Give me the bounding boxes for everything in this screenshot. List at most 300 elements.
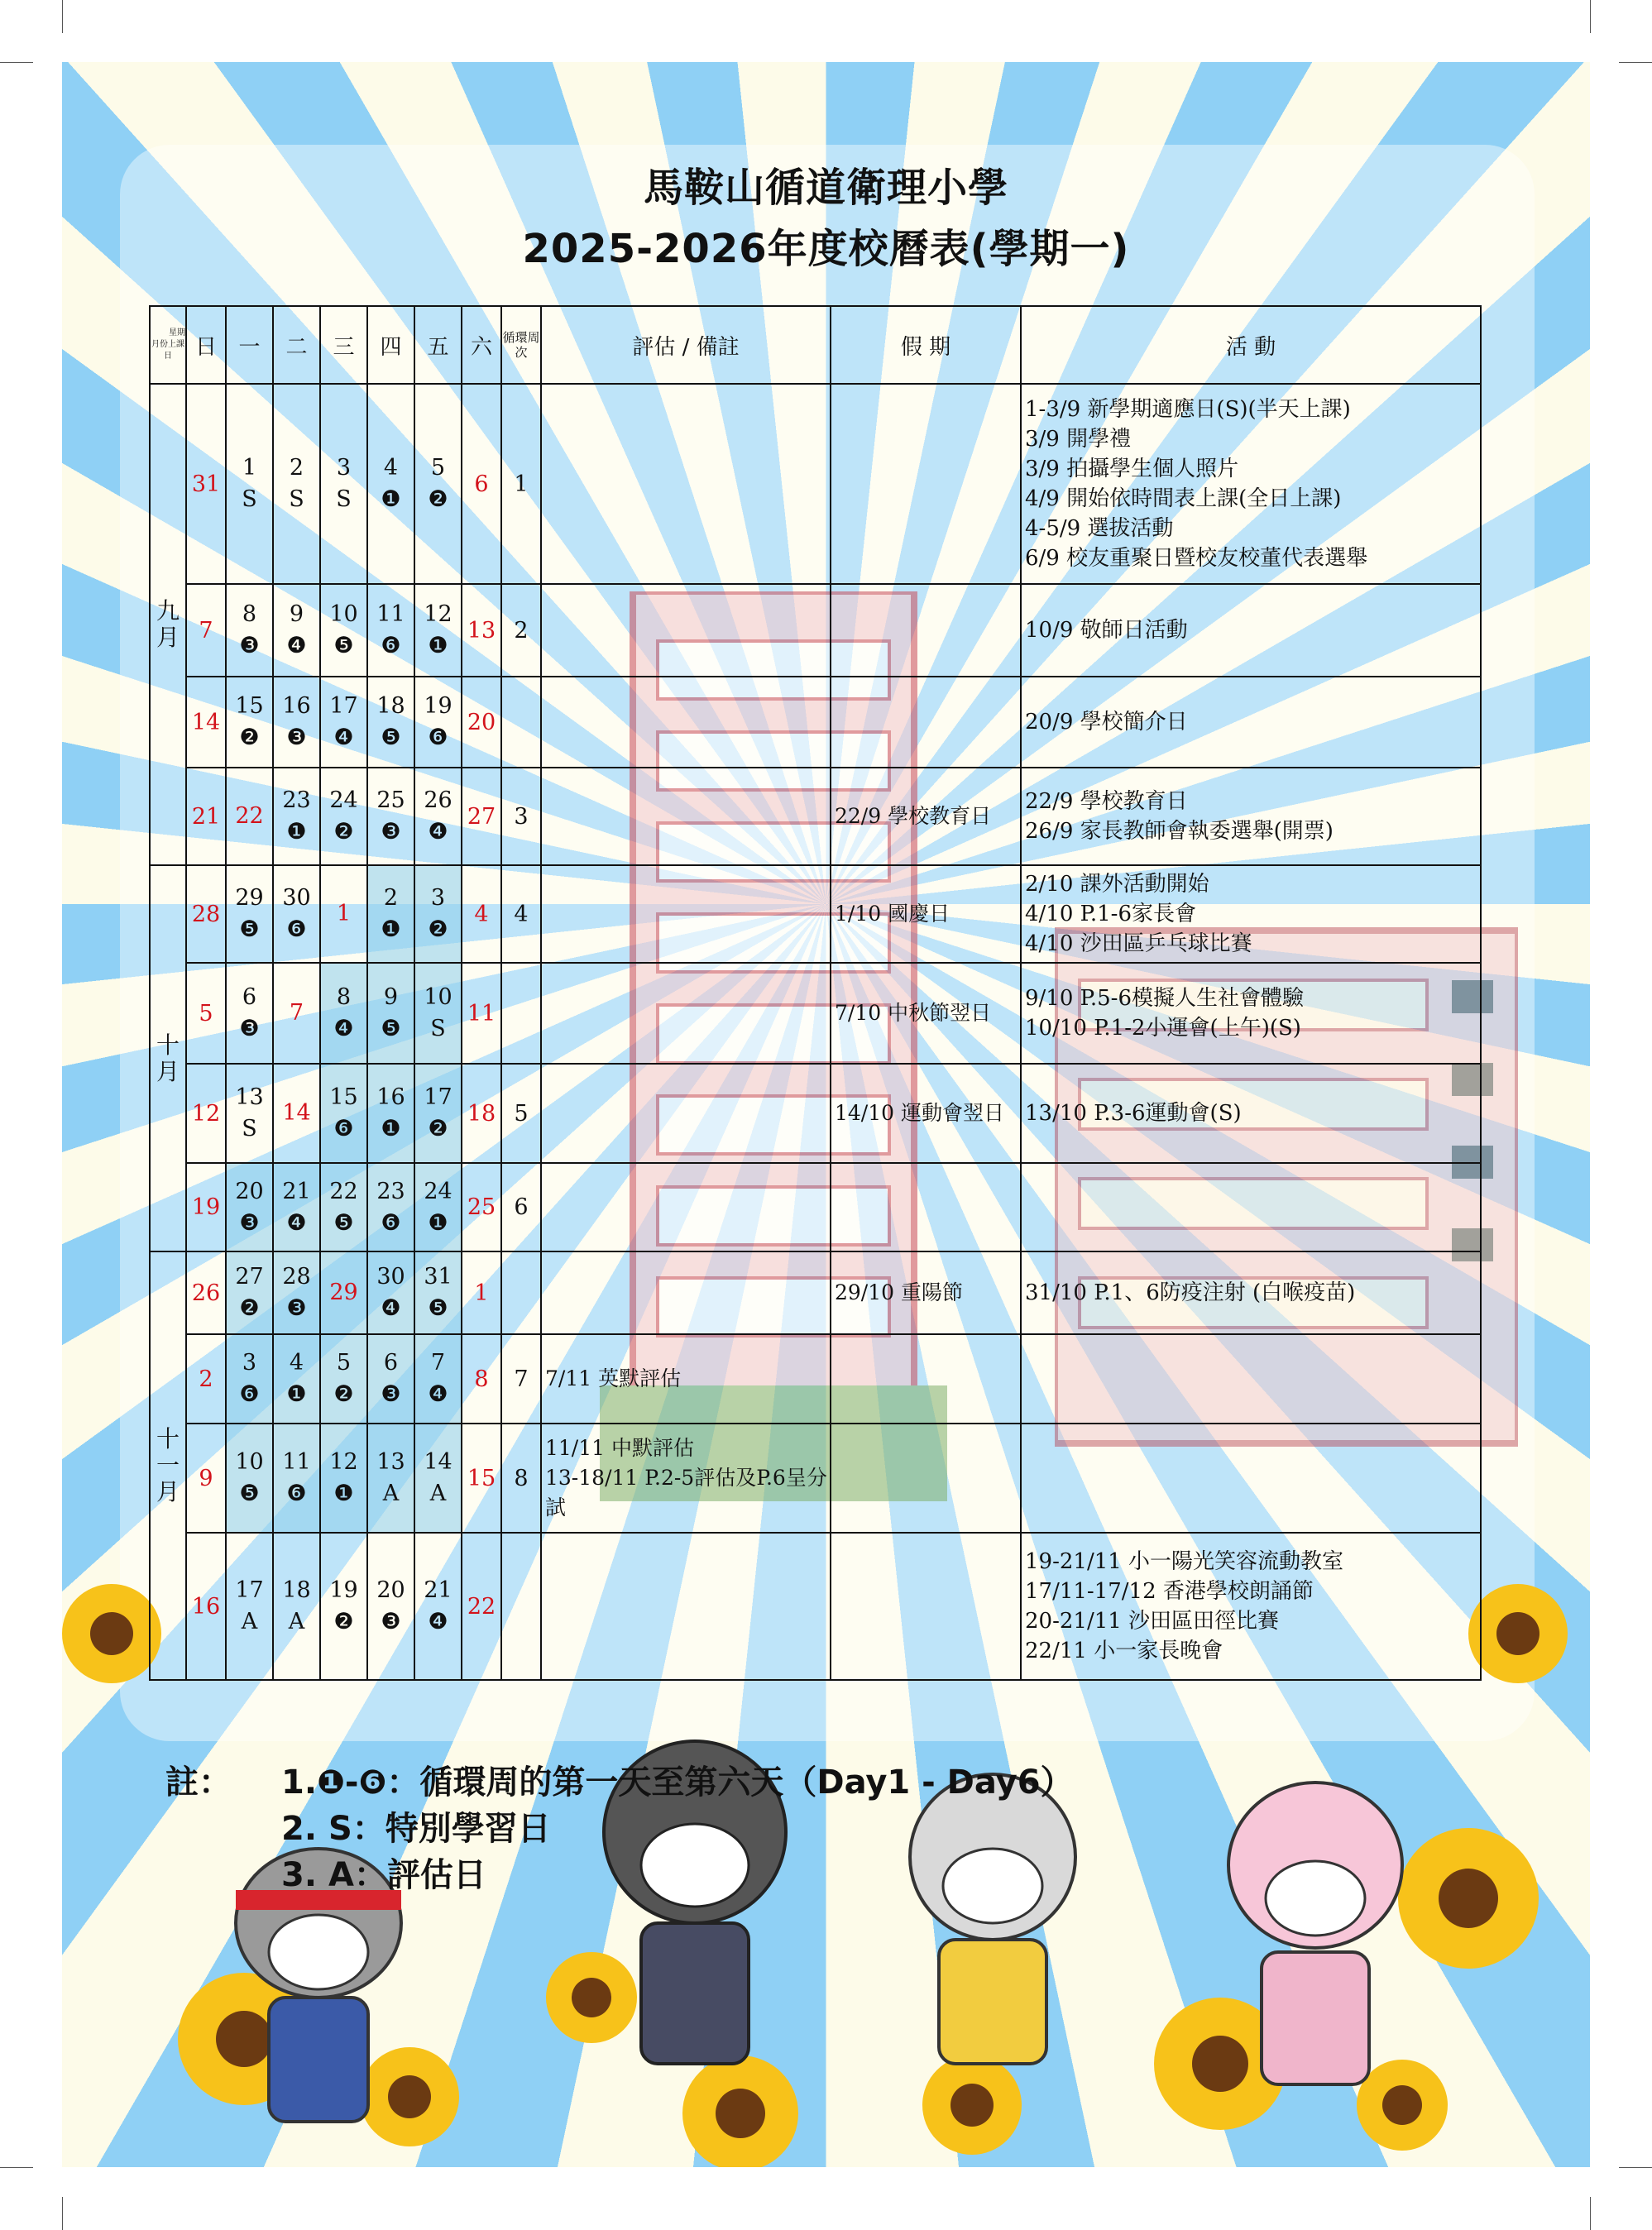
cycle-day-marker: ❹ — [286, 1209, 307, 1236]
weekday-date-cell — [414, 677, 462, 768]
note-item-assessment: 3. A：評估日 — [281, 1856, 486, 1894]
weekday-date-cell — [320, 384, 367, 584]
activity-item: 26/9 家長教師會執委選舉(開票) — [1025, 819, 1334, 844]
month-label: 九 月 — [150, 384, 186, 865]
crop-mark — [1590, 2197, 1591, 2230]
sunday-date: 16 — [186, 1533, 226, 1680]
holiday-cell — [831, 384, 1021, 584]
date-number: 10 — [424, 984, 453, 1010]
cycle-day-marker: ❸ — [239, 633, 260, 658]
date-number: 9 — [383, 984, 399, 1010]
activity-cell — [1021, 1334, 1481, 1424]
date-number: 21 — [282, 1178, 311, 1204]
weekday-date-cell — [320, 1533, 367, 1680]
weekday-date-cell — [273, 1334, 320, 1424]
week-row — [150, 677, 1481, 768]
assessment-note-cell — [541, 677, 831, 768]
cycle-day-marker: ❻ — [239, 1381, 260, 1407]
weekday-date-cell — [367, 1533, 414, 1680]
weekday-date-cell — [273, 1163, 320, 1251]
cycle-day-marker: ❹ — [381, 1295, 401, 1321]
holiday-cell — [831, 1424, 1021, 1533]
weekday-date-cell — [226, 384, 273, 584]
sunday-date: 31 — [186, 384, 226, 584]
activity-item: 20-21/11 沙田區田徑比賽 — [1025, 1609, 1280, 1634]
cycle-day-marker: A — [382, 1481, 400, 1506]
saturday-date: 8 — [462, 1334, 501, 1424]
page-title — [62, 157, 1590, 280]
date-number: 11 — [376, 601, 405, 627]
weekday-fri: 五 — [414, 306, 462, 384]
week-row — [150, 768, 1481, 865]
date-number: 9 — [289, 601, 304, 627]
weekday-date-cell — [226, 963, 273, 1064]
cycle-day-marker: ❸ — [239, 1016, 260, 1041]
weekday-date-cell — [367, 865, 414, 963]
date-number: 7 — [430, 1350, 446, 1376]
date-number: 17 — [424, 1084, 453, 1110]
weekday-date-cell — [320, 677, 367, 768]
date-number: 14 — [424, 1449, 453, 1475]
week-row — [150, 1424, 1481, 1533]
activity-cell — [1021, 677, 1481, 768]
weekday-date-cell — [414, 768, 462, 865]
cycle-day-marker: ❷ — [428, 1116, 448, 1141]
weekday-date-cell — [226, 1424, 273, 1533]
activity-cell — [1021, 1251, 1481, 1334]
weekday-date-cell — [414, 384, 462, 584]
activity-item: 3/9 開學禮 — [1025, 427, 1132, 452]
activity-item: 31/10 P.1、6防疫注射 (白喉疫苗) — [1025, 1280, 1356, 1305]
assessment-header: 評估 / 備註 — [541, 306, 831, 384]
sunday-date: 21 — [186, 768, 226, 865]
date-number: 5 — [430, 455, 446, 481]
weekday-date-cell — [226, 1251, 273, 1334]
date-number: 6 — [242, 984, 257, 1010]
cycle-day-marker: ❻ — [286, 916, 307, 942]
week-row — [150, 1163, 1481, 1251]
holiday-header: 假 期 — [831, 306, 1021, 384]
cycle-day-marker: A — [288, 1609, 305, 1634]
weekday-date-cell — [226, 1064, 273, 1163]
sunday-date: 2 — [186, 1334, 226, 1424]
weekday-date-cell — [414, 584, 462, 677]
date-number: 24 — [329, 787, 358, 813]
cycle-week-number — [501, 963, 541, 1064]
calendar-title: 2025-2026年度校曆表(學期一) — [522, 226, 1130, 272]
week-row — [150, 384, 1481, 584]
date-number: 2 — [383, 885, 399, 911]
activity-item: 4/10 P.1-6家長會 — [1025, 902, 1197, 926]
sunday-date: 19 — [186, 1163, 226, 1251]
cycle-day-marker: ❺ — [428, 1295, 448, 1321]
weekday-sat: 六 — [462, 306, 501, 384]
cycle-week-number: 6 — [501, 1163, 541, 1251]
holiday-cell — [831, 1163, 1021, 1251]
cycle-day-marker: ❸ — [286, 725, 307, 750]
corner-header — [150, 306, 186, 384]
cycle-week-number — [501, 677, 541, 768]
cycle-day-marker: ❸ — [286, 1295, 307, 1321]
cycle-day-marker: ❸ — [239, 1209, 260, 1236]
weekday-date-cell — [367, 384, 414, 584]
date-number: 20 — [235, 1178, 264, 1204]
activity-cell — [1021, 865, 1481, 963]
weekday-date-cell — [414, 963, 462, 1064]
holiday-cell — [831, 1334, 1021, 1424]
cycle-day-marker: ❸ — [381, 1609, 401, 1634]
activity-item: 3/9 拍攝學生個人照片 — [1025, 457, 1239, 481]
cycle-day-marker: A — [241, 1609, 258, 1634]
sunday-date: 12 — [186, 1064, 226, 1163]
weekday-date-cell — [273, 677, 320, 768]
cycle-day-marker: S — [336, 486, 352, 512]
date-number: 3 — [430, 885, 446, 911]
date-number: 10 — [329, 601, 358, 627]
assessment-note-cell — [541, 768, 831, 865]
date-number: 13 — [376, 1449, 405, 1475]
date-number: 23 — [282, 787, 311, 813]
cycle-day-marker: ❷ — [333, 1381, 354, 1407]
weekday-date-cell — [320, 1251, 367, 1334]
assessment-note: 13-18/11 P.2-5評估及P.6呈分試 — [545, 1466, 827, 1519]
date-number: 17 — [235, 1577, 264, 1603]
date-number: 15 — [235, 693, 264, 719]
activity-item: 10/9 敬師日活動 — [1025, 618, 1188, 643]
crop-mark — [1619, 2167, 1652, 2168]
holiday-cell: 29/10 重陽節 — [831, 1251, 1021, 1334]
weekday-date-cell — [320, 1424, 367, 1533]
weekday-date-cell — [226, 768, 273, 865]
cycle-day-marker: ❸ — [381, 819, 401, 845]
activity-item: 4/10 沙田區乒乓球比賽 — [1025, 931, 1252, 956]
cycle-day-marker: S — [242, 1116, 257, 1141]
crop-mark — [1590, 0, 1591, 33]
cycle-day-marker: S — [430, 1016, 446, 1041]
saturday-date: 1 — [462, 1251, 501, 1334]
holiday-cell: 14/10 運動會翌日 — [831, 1064, 1021, 1163]
activity-item: 9/10 P.5-6模擬人生社會體驗 — [1025, 986, 1305, 1011]
date-number: 14 — [282, 1100, 311, 1126]
weekday-date-cell — [226, 1163, 273, 1251]
date-number: 29 — [329, 1280, 358, 1305]
date-number: 16 — [376, 1084, 405, 1110]
sunday-date: 5 — [186, 963, 226, 1064]
cycle-week-number — [501, 1251, 541, 1334]
weekday-date-cell — [273, 963, 320, 1064]
cycle-day-marker: ❷ — [239, 1295, 260, 1321]
date-number: 6 — [383, 1350, 399, 1376]
weekday-date-cell — [320, 1334, 367, 1424]
date-number: 23 — [376, 1178, 405, 1204]
cycle-day-marker: ❶ — [381, 486, 401, 512]
weekday-date-cell — [273, 1064, 320, 1163]
activity-cell — [1021, 384, 1481, 584]
calendar-table — [149, 305, 1482, 1681]
sunday-date: 9 — [186, 1424, 226, 1533]
date-number: 29 — [235, 885, 264, 911]
assessment-note-cell — [541, 865, 831, 963]
cycle-day-marker: ❷ — [428, 916, 448, 942]
activity-item: 19-21/11 小一陽光笑容流動教室 — [1025, 1549, 1344, 1574]
weekday-date-cell — [226, 865, 273, 963]
cycle-day-marker: ❹ — [428, 1381, 448, 1407]
weekday-date-cell — [320, 963, 367, 1064]
activity-cell — [1021, 768, 1481, 865]
cycle-day-marker: ❶ — [428, 633, 448, 658]
date-number: 27 — [235, 1264, 264, 1290]
date-number: 31 — [424, 1264, 453, 1290]
activity-item: 22/11 小一家長晚會 — [1025, 1639, 1223, 1663]
date-number: 1 — [336, 901, 352, 926]
activity-cell — [1021, 1424, 1481, 1533]
weekday-date-cell — [367, 1064, 414, 1163]
saturday-date: 4 — [462, 865, 501, 963]
weekday-sun: 日 — [186, 306, 226, 384]
cycle-day-marker: ❷ — [239, 725, 260, 750]
cycle-week-number: 5 — [501, 1064, 541, 1163]
weekday-date-cell — [273, 1533, 320, 1680]
activity-cell — [1021, 1064, 1481, 1163]
cycle-day-marker: ❷ — [428, 486, 448, 512]
cycle-day-marker: ❺ — [381, 725, 401, 750]
cycle-day-marker: ❸ — [381, 1381, 401, 1407]
weekday-mon: 一 — [226, 306, 273, 384]
cycle-day-marker: S — [242, 486, 257, 512]
cycle-day-marker: ❶ — [428, 1209, 448, 1236]
sunday-date: 7 — [186, 584, 226, 677]
crop-mark — [62, 2197, 63, 2230]
assessment-note-cell — [541, 1424, 831, 1533]
saturday-date: 15 — [462, 1424, 501, 1533]
holiday-cell — [831, 677, 1021, 768]
saturday-date: 6 — [462, 384, 501, 584]
date-number: 3 — [242, 1350, 257, 1376]
date-number: 3 — [336, 455, 352, 481]
week-row — [150, 1334, 1481, 1424]
date-number: 4 — [383, 455, 399, 481]
date-number: 8 — [336, 984, 352, 1010]
weekday-date-cell — [273, 1251, 320, 1334]
weekday-date-cell — [367, 584, 414, 677]
weekday-date-cell — [367, 1251, 414, 1334]
date-number: 12 — [329, 1449, 358, 1475]
date-number: 28 — [282, 1264, 311, 1290]
date-number: 2 — [289, 455, 304, 481]
weekday-date-cell — [273, 384, 320, 584]
cycle-day-marker: ❶ — [286, 819, 307, 845]
assessment-note-cell — [541, 1251, 831, 1334]
cycle-week-number: 2 — [501, 584, 541, 677]
activity-cell — [1021, 963, 1481, 1064]
cycle-day-marker: ❻ — [333, 1116, 354, 1141]
cycle-day-marker: ❺ — [333, 1209, 354, 1236]
date-number: 4 — [289, 1350, 304, 1376]
activity-item: 13/10 P.3-6運動會(S) — [1025, 1101, 1242, 1126]
weekday-date-cell — [367, 1334, 414, 1424]
cycle-week-number: 4 — [501, 865, 541, 963]
cycle-day-marker: ❻ — [381, 1209, 401, 1236]
sunday-date: 28 — [186, 865, 226, 963]
weekday-date-cell — [414, 1533, 462, 1680]
weekday-thu: 四 — [367, 306, 414, 384]
holiday-cell: 22/9 學校教育日 — [831, 768, 1021, 865]
cycle-day-marker: ❹ — [333, 725, 354, 750]
week-row — [150, 963, 1481, 1064]
cycle-week-number: 7 — [501, 1334, 541, 1424]
assessment-note: 7/11 英默評估 — [545, 1366, 682, 1390]
date-number: 15 — [329, 1084, 358, 1110]
date-number: 19 — [424, 693, 453, 719]
date-number: 30 — [376, 1264, 405, 1290]
holiday-cell — [831, 1533, 1021, 1680]
date-number: 16 — [282, 693, 311, 719]
weekday-date-cell — [414, 1064, 462, 1163]
date-number: 22 — [235, 803, 264, 829]
date-number: 24 — [424, 1178, 453, 1204]
saturday-date: 22 — [462, 1533, 501, 1680]
date-number: 11 — [282, 1449, 311, 1475]
holiday-cell — [831, 584, 1021, 677]
activity-cell — [1021, 1533, 1481, 1680]
cycle-day-marker: ❻ — [286, 1481, 307, 1506]
activity-cell — [1021, 584, 1481, 677]
weekday-date-cell — [226, 1334, 273, 1424]
assessment-note-cell — [541, 1334, 831, 1424]
date-number: 7 — [289, 1000, 304, 1026]
date-number: 10 — [235, 1449, 264, 1475]
activity-cell — [1021, 1163, 1481, 1251]
cycle-day-marker: ❹ — [286, 633, 307, 658]
notes-label: 註： — [165, 1763, 232, 1802]
school-name: 馬鞍山循道衛理小學 — [643, 165, 1008, 211]
date-number: 12 — [424, 601, 453, 627]
activity-item: 4-5/9 選拔活動 — [1025, 516, 1174, 541]
corner-weekday-label: 星期 — [169, 328, 185, 337]
activity-item: 10/10 P.1-2小運會(上午)(S) — [1025, 1016, 1301, 1041]
weekday-date-cell — [414, 1251, 462, 1334]
cycle-day-marker: ❹ — [428, 819, 448, 845]
weekday-date-cell — [226, 1533, 273, 1680]
month-label: 十 一 月 — [150, 1251, 186, 1680]
weekday-date-cell — [414, 1163, 462, 1251]
weekday-date-cell — [367, 963, 414, 1064]
date-number: 26 — [424, 787, 453, 813]
activity-item: 1-3/9 新學期適應日(S)(半天上課) — [1025, 397, 1351, 422]
date-number: 30 — [282, 885, 311, 911]
activity-item: 20/9 學校簡介日 — [1025, 710, 1188, 735]
week-row — [150, 865, 1481, 963]
cycle-week-number: 1 — [501, 384, 541, 584]
holiday-cell: 7/10 中秋節翌日 — [831, 963, 1021, 1064]
cycle-day-marker: ❷ — [333, 1609, 354, 1634]
cycle-day-marker: ❹ — [333, 1016, 354, 1041]
crop-mark — [0, 2167, 33, 2168]
weekday-date-cell — [414, 865, 462, 963]
horse-mascot-pink — [1179, 1741, 1452, 2138]
weekday-date-cell — [320, 584, 367, 677]
weekday-date-cell — [226, 677, 273, 768]
weekday-date-cell — [320, 768, 367, 865]
month-label: 十 月 — [150, 865, 186, 1251]
weekday-date-cell — [414, 1334, 462, 1424]
weekday-date-cell — [320, 1163, 367, 1251]
header-row — [150, 306, 1481, 384]
weekday-date-cell — [414, 1424, 462, 1533]
holiday-cell: 1/10 國慶日 — [831, 865, 1021, 963]
assessment-note-cell — [541, 963, 831, 1064]
date-number: 8 — [242, 601, 257, 627]
cycle-day-marker: ❺ — [239, 916, 260, 942]
cycle-day-marker: ❺ — [381, 1016, 401, 1041]
saturday-date: 11 — [462, 963, 501, 1064]
saturday-date: 25 — [462, 1163, 501, 1251]
weekday-wed: 三 — [320, 306, 367, 384]
crop-mark — [62, 0, 63, 33]
assessment-note-cell — [541, 384, 831, 584]
cycle-day-marker: ❺ — [239, 1481, 260, 1506]
assessment-note-cell — [541, 1533, 831, 1680]
cycle-day-marker: ❶ — [381, 1116, 401, 1141]
cycle-week-number: 8 — [501, 1424, 541, 1533]
cycle-day-marker: ❷ — [333, 819, 354, 845]
weekday-date-cell — [273, 865, 320, 963]
activity-item: 22/9 學校教育日 — [1025, 789, 1188, 814]
cycle-day-marker: A — [429, 1481, 447, 1506]
activity-item: 6/9 校友重聚日暨校友校董代表選舉 — [1025, 546, 1368, 571]
weekday-date-cell — [367, 1424, 414, 1533]
date-number: 25 — [376, 787, 405, 813]
weekday-date-cell — [320, 865, 367, 963]
date-number: 18 — [282, 1577, 311, 1603]
corner-month-label: 月份上課日 — [151, 340, 184, 361]
crop-mark — [1619, 62, 1652, 63]
week-row — [150, 584, 1481, 677]
saturday-date: 18 — [462, 1064, 501, 1163]
date-number: 21 — [424, 1577, 453, 1603]
cycle-week-header: 循環周次 — [501, 306, 541, 384]
crop-mark — [0, 62, 33, 63]
weekday-date-cell — [367, 1163, 414, 1251]
date-number: 19 — [329, 1577, 358, 1603]
cycle-day-marker: ❶ — [381, 916, 401, 942]
date-number: 1 — [242, 455, 257, 481]
activity-header: 活 動 — [1021, 306, 1481, 384]
activity-item: 4/9 開始依時間表上課(全日上課) — [1025, 486, 1342, 511]
weekday-date-cell — [273, 1424, 320, 1533]
weekday-date-cell — [226, 584, 273, 677]
activity-item: 17/11-17/12 香港學校朗誦節 — [1025, 1579, 1314, 1604]
date-number: 17 — [329, 693, 358, 719]
assessment-note-cell — [541, 1163, 831, 1251]
sunday-date: 14 — [186, 677, 226, 768]
assessment-note-cell — [541, 584, 831, 677]
cycle-week-number: 3 — [501, 768, 541, 865]
weekday-date-cell — [273, 768, 320, 865]
note-item-special: 2. S：特別學習日 — [281, 1810, 551, 1848]
date-number: 22 — [329, 1178, 358, 1204]
week-row — [150, 1251, 1481, 1334]
weekday-tue: 二 — [273, 306, 320, 384]
date-number: 20 — [376, 1577, 405, 1603]
weekday-date-cell — [273, 584, 320, 677]
week-row — [150, 1064, 1481, 1163]
cycle-day-marker: ❻ — [428, 725, 448, 750]
saturday-date: 13 — [462, 584, 501, 677]
date-number: 13 — [235, 1084, 264, 1110]
week-row — [150, 1533, 1481, 1680]
cycle-day-marker: ❶ — [286, 1381, 307, 1407]
